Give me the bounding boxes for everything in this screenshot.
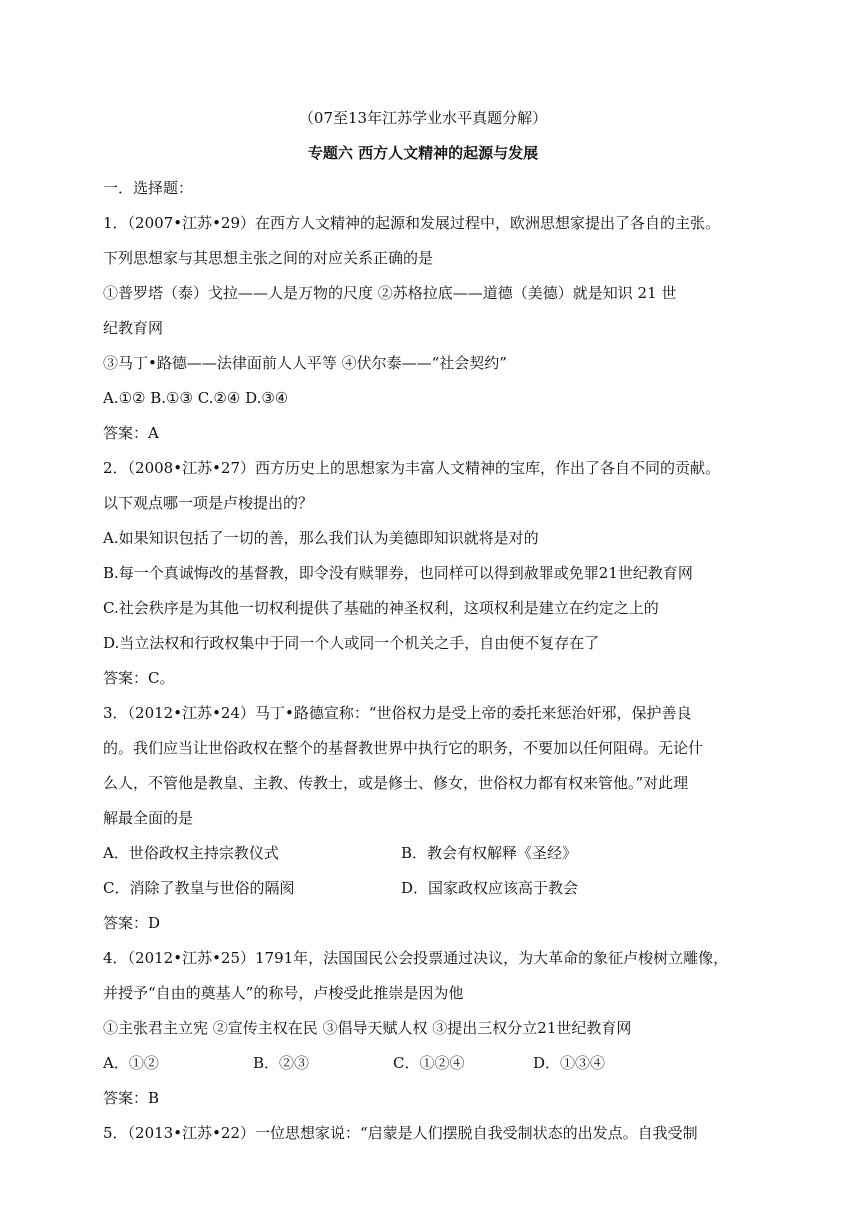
section-heading: 一．选择题： — [103, 179, 194, 197]
q5-stem-line1: 5．（2013•江苏•22）一位思想家说：“启蒙是人们摆脱自我受制状态的出发点。自我受制 — [103, 1124, 698, 1142]
q3-stem-line1: 3．（2012•江苏•24）马丁•路德宣称：“世俗权力是受上帝的委托来惩治奸邪，保护善良 — [103, 704, 692, 722]
q2-stem-line2: 以下观点哪一项是卢梭提出的？ — [103, 494, 314, 512]
q2-option-d: D.当立法权和行政权集中于同一个人或同一个机关之手，自由便不复存在了 — [103, 634, 600, 652]
q2-option-b: B.每一个真诚悔改的基督教，即令没有赎罪券，也同样可以得到赦罪或免罪21世纪教育网 — [103, 564, 693, 582]
q1-stem-line2: 下列思想家与其思想主张之间的对应关系正确的是 — [103, 249, 434, 267]
q3-stem-line3: 么人，不管他是教皇、主教、传教士，或是修士、修女，世俗权力都有权来管他。”对此理 — [103, 774, 689, 792]
q3-options-row2 — [103, 878, 743, 898]
q3-stem-line4: 解最全面的是 — [103, 809, 194, 827]
q4-items: ①主张君主立宪 ②宣传主权在民 ③倡导天赋人权 ③提出三权分立21世纪教育网 — [103, 1019, 632, 1037]
q3-option-a: A．世俗政权主持宗教仪式 — [103, 844, 279, 862]
q1-options: A.①② B.①③ C.②④ D.③④ — [103, 389, 289, 407]
q4-options-row — [103, 1053, 743, 1073]
q1-item-line1b: 纪教育网 — [103, 319, 164, 337]
q2-stem-line1: 2．（2008•江苏•27）西方历史上的思想家为丰富人文精神的宝库，作出了各自不同的贡献。 — [103, 459, 721, 477]
q4-stem-line2: 并授予“自由的奠基人”的称号，卢梭受此推崇是因为他 — [103, 984, 464, 1002]
q4-option-b: B．②③ — [253, 1054, 310, 1072]
q4-option-a: A．①② — [103, 1054, 159, 1072]
q1-item-line2: ③马丁•路德——法律面前人人平等 ④伏尔泰——“社会契约” — [103, 354, 507, 372]
q1-item-line1: ①普罗塔（泰）戈拉——人是万物的尺度 ②苏格拉底——道德（美德）就是知识 21 世 — [103, 284, 677, 302]
q3-answer: 答案：D — [103, 914, 161, 932]
q2-option-a: A.如果知识包括了一切的善，那么我们认为美德即知识就将是对的 — [103, 529, 539, 547]
q1-stem-line1: 1．（2007•江苏•29）在西方人文精神的起源和发展过程中，欧洲思想家提出了各自的主张。 — [103, 214, 721, 232]
document-body — [103, 108, 743, 1158]
q3-option-d: D．国家政权应该高于教会 — [401, 879, 579, 897]
q2-option-c: C.社会秩序是为其他一切权利提供了基础的神圣权利，这项权利是建立在约定之上的 — [103, 599, 659, 617]
q3-options-row1 — [103, 843, 743, 863]
q3-stem-line2: 的。我们应当让世俗政权在整个的基督教世界中执行它的职务，不要加以任何阻碍。无论什 — [103, 739, 704, 757]
q3-option-c: C．消除了教皇与世俗的隔阂 — [103, 879, 295, 897]
q4-option-c: C．①②④ — [393, 1054, 465, 1072]
q4-option-d: D．①③④ — [533, 1054, 606, 1072]
q2-answer: 答案：C。 — [103, 669, 175, 687]
q1-answer: 答案：A — [103, 424, 159, 442]
q3-option-b: B．教会有权解释《圣经》 — [401, 844, 578, 862]
q4-stem-line1: 4．（2012•江苏•25）1791年，法国国民公会投票通过决议，为大革命的象征卢梭树立雕像， — [103, 949, 729, 967]
source-line: （07至13年江苏学业水平真题分解） — [298, 109, 548, 127]
page-title: 专题六 西方人文精神的起源与发展 — [307, 144, 539, 162]
q4-answer: 答案：B — [103, 1089, 160, 1107]
